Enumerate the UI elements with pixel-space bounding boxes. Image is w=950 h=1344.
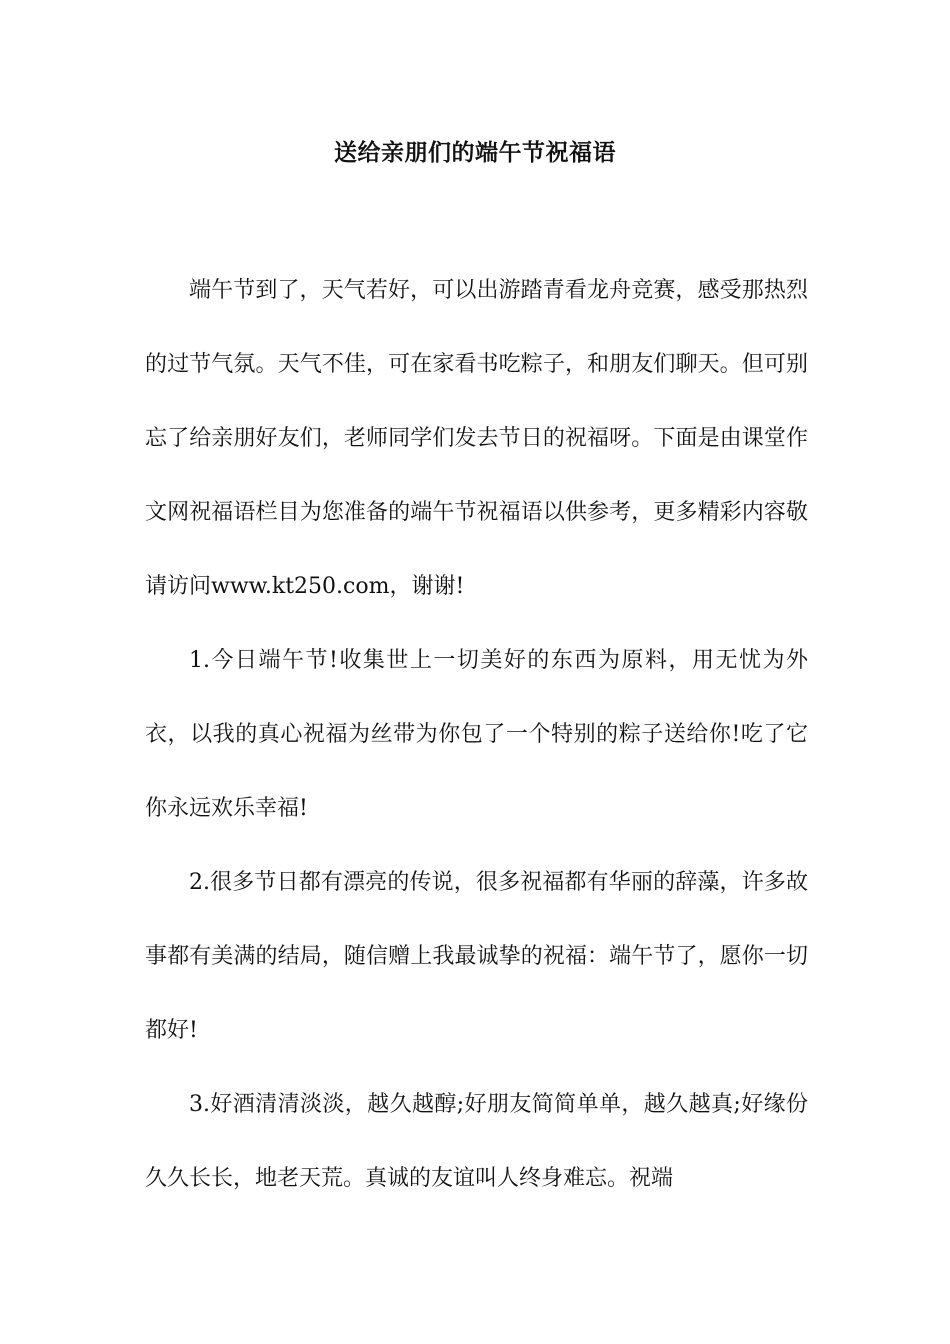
document-title: 送给亲朋们的端午节祝福语	[334, 139, 616, 166]
intro-paragraph: 端午节到了，天气若好，可以出游踏青看龙舟竞赛，感受那热烈的过节气氛。天气不佳，可在家看书吃粽子，和朋友们聊天。但可别忘了给亲朋好友们，老师同学们发去节日的祝福呀。下面是由课堂作文网祝福语栏目为您准备的端午节祝福语以供参考，更多精彩内容敬请访问www.kt250.com，谢谢!	[145, 278, 808, 599]
greeting-paragraph-2: 2.很多节日都有漂亮的传说，很多祝福都有华丽的辞藻，许多故事都有美满的结局，随信赠上我最诚挚的祝福：端午节了，愿你一切都好!	[145, 870, 808, 1043]
greeting-paragraph-1: 1.今日端午节!收集世上一切美好的东西为原料，用无忧为外衣，以我的真心祝福为丝带为你包了一个特别的粽子送给你!吃了它你永远欢乐幸福!	[145, 648, 808, 821]
greeting-paragraph-3: 3.好酒清清淡淡，越久越醇;好朋友简简单单，越久越真;好缘份久久长长，地老天荒。真诚的友谊叫人终身难忘。祝端	[145, 1092, 808, 1191]
document-body	[145, 254, 808, 1216]
